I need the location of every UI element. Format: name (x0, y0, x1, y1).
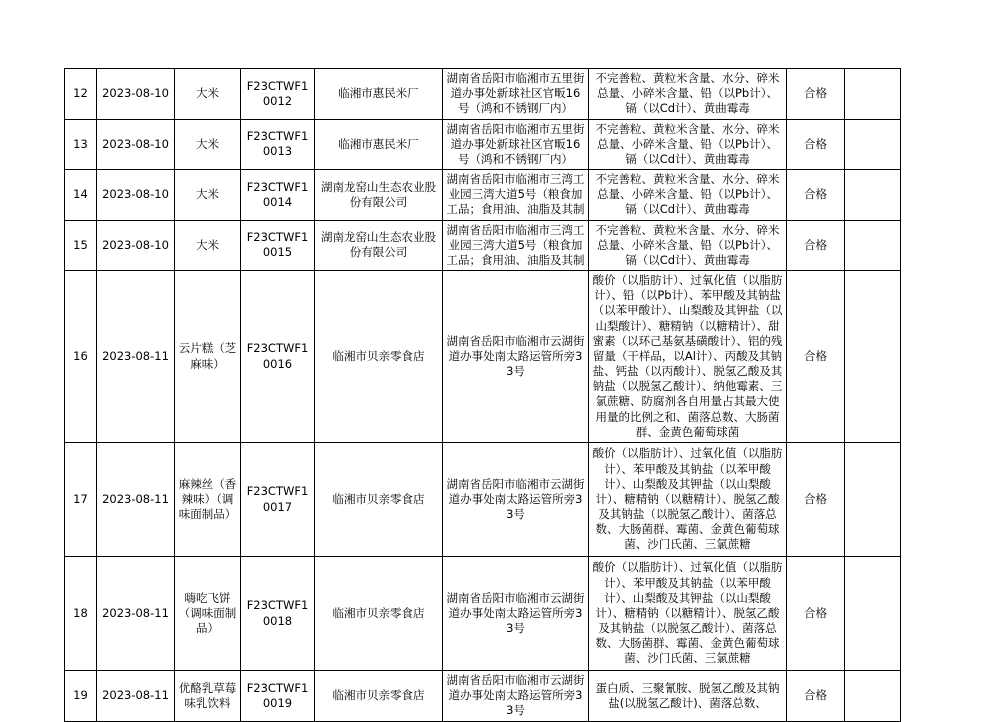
cell-no: 18 (65, 557, 97, 671)
cell-no: 17 (65, 443, 97, 557)
table-row (65, 443, 901, 557)
cell-food-name: 大米 (175, 119, 241, 170)
cell-sample-code: F23CTWF10018 (241, 557, 315, 671)
cell-result: 合格 (787, 557, 845, 671)
cell-food-name: 大米 (175, 170, 241, 221)
cell-test-items: 酸价（以脂肪计）、过氧化值（以脂肪计）、苯甲酸及其钠盐（以苯甲酸计）、山梨酸及其钾盐（以山梨酸计）、糖精钠（以糖精计）、脱氢乙酸及其钠盐（以脱氢乙酸计）、菌落总数、大肠菌群、霉菌、金黄色葡萄球菌、沙门氏菌、三氯蔗糖 (589, 557, 787, 671)
cell-test-items: 酸价（以脂肪计）、过氧化值（以脂肪计）、铅（以Pb计）、苯甲酸及其钠盐（以苯甲酸计）、山梨酸及其钾盐（以山梨酸计）、糖精钠（以糖精计）、甜蜜素（以环己基氨基磺酸计）、铝的残留量（干样品，以Al计）、丙酸及其钠盐、钙盐（以丙酸计）、脱氢乙酸及其钠盐（以脱氢乙酸计）、纳他霉素、三氯蔗糖、防腐剂各自用量占其最大使用量的比例之和、菌落总数、大肠菌群、金黄色葡萄球菌 (589, 271, 787, 443)
cell-result: 合格 (787, 671, 845, 722)
cell-firm: 湖南龙窑山生态农业股份有限公司 (315, 220, 443, 271)
cell-address: 湖南省岳阳市临湘市三湾工业园三湾大道5号（粮食加工品；食用油、油脂及其制 (443, 220, 589, 271)
cell-date: 2023-08-10 (97, 119, 175, 170)
cell-food-name: 大米 (175, 220, 241, 271)
cell-food-name: 优酪乳草莓味乳饮料 (175, 671, 241, 722)
cell-remark (845, 119, 901, 170)
cell-firm: 临湘市惠民米厂 (315, 119, 443, 170)
cell-date: 2023-08-10 (97, 170, 175, 221)
table-row (65, 170, 901, 221)
cell-food-name: 麻辣丝（香辣味）（调味面制品） (175, 443, 241, 557)
cell-food-name: 嗨吃飞饼（调味面制品） (175, 557, 241, 671)
cell-firm: 临湘市贝亲零食店 (315, 671, 443, 722)
cell-address: 湖南省岳阳市临湘市五里街道办事处新球社区官畈16号（鸿和不锈钢厂内） (443, 69, 589, 120)
cell-date: 2023-08-11 (97, 671, 175, 722)
cell-date: 2023-08-11 (97, 557, 175, 671)
inspection-results-table (64, 68, 901, 722)
cell-firm: 湖南龙窑山生态农业股份有限公司 (315, 170, 443, 221)
table-row (65, 69, 901, 120)
cell-food-name: 大米 (175, 69, 241, 120)
cell-firm: 临湘市惠民米厂 (315, 69, 443, 120)
cell-result: 合格 (787, 220, 845, 271)
cell-date: 2023-08-11 (97, 271, 175, 443)
cell-no: 19 (65, 671, 97, 722)
cell-no: 12 (65, 69, 97, 120)
cell-firm: 临湘市贝亲零食店 (315, 443, 443, 557)
table-row (65, 557, 901, 671)
cell-test-items: 不完善粒、黄粒米含量、水分、碎米总量、小碎米含量、铅（以Pb计）、镉（以Cd计）、黄曲霉毒 (589, 220, 787, 271)
cell-remark (845, 557, 901, 671)
table-row (65, 671, 901, 722)
cell-address: 湖南省岳阳市临湘市五里街道办事处新球社区官畈16号（鸿和不锈钢厂内） (443, 119, 589, 170)
cell-no: 15 (65, 220, 97, 271)
cell-test-items: 蛋白质、三聚氰胺、脱氢乙酸及其钠盐(以脱氢乙酸计)、菌落总数、 (589, 671, 787, 722)
cell-remark (845, 69, 901, 120)
cell-sample-code: F23CTWF10016 (241, 271, 315, 443)
cell-result: 合格 (787, 170, 845, 221)
cell-sample-code: F23CTWF10013 (241, 119, 315, 170)
cell-no: 16 (65, 271, 97, 443)
cell-address: 湖南省岳阳市临湘市云湖街道办事处南太路运管所旁33号 (443, 671, 589, 722)
cell-result: 合格 (787, 271, 845, 443)
table-row (65, 220, 901, 271)
cell-remark (845, 170, 901, 221)
cell-sample-code: F23CTWF10012 (241, 69, 315, 120)
cell-remark (845, 671, 901, 722)
cell-date: 2023-08-11 (97, 443, 175, 557)
cell-remark (845, 271, 901, 443)
cell-no: 13 (65, 119, 97, 170)
cell-result: 合格 (787, 443, 845, 557)
cell-firm: 临湘市贝亲零食店 (315, 557, 443, 671)
cell-address: 湖南省岳阳市临湘市云湖街道办事处南太路运管所旁33号 (443, 443, 589, 557)
cell-date: 2023-08-10 (97, 220, 175, 271)
cell-sample-code: F23CTWF10017 (241, 443, 315, 557)
cell-remark (845, 220, 901, 271)
cell-date: 2023-08-10 (97, 69, 175, 120)
cell-result: 合格 (787, 119, 845, 170)
cell-test-items: 不完善粒、黄粒米含量、水分、碎米总量、小碎米含量、铅（以Pb计）、镉（以Cd计）、黄曲霉毒 (589, 170, 787, 221)
table-row (65, 271, 901, 443)
cell-result: 合格 (787, 69, 845, 120)
cell-test-items: 不完善粒、黄粒米含量、水分、碎米总量、小碎米含量、铅（以Pb计）、镉（以Cd计）、黄曲霉毒 (589, 119, 787, 170)
cell-food-name: 云片糕（芝麻味） (175, 271, 241, 443)
cell-address: 湖南省岳阳市临湘市云湖街道办事处南太路运管所旁33号 (443, 271, 589, 443)
cell-firm: 临湘市贝亲零食店 (315, 271, 443, 443)
cell-sample-code: F23CTWF10014 (241, 170, 315, 221)
cell-address: 湖南省岳阳市临湘市三湾工业园三湾大道5号（粮食加工品；食用油、油脂及其制 (443, 170, 589, 221)
inspection-table-wrapper (64, 68, 900, 722)
cell-sample-code: F23CTWF10015 (241, 220, 315, 271)
cell-test-items: 酸价（以脂肪计）、过氧化值（以脂肪计）、苯甲酸及其钠盐（以苯甲酸计）、山梨酸及其钾盐（以山梨酸计）、糖精钠（以糖精计）、脱氢乙酸及其钠盐（以脱氢乙酸计）、菌落总数、大肠菌群、霉菌、金黄色葡萄球菌、沙门氏菌、三氯蔗糖 (589, 443, 787, 557)
cell-no: 14 (65, 170, 97, 221)
cell-remark (845, 443, 901, 557)
cell-sample-code: F23CTWF10019 (241, 671, 315, 722)
cell-test-items: 不完善粒、黄粒米含量、水分、碎米总量、小碎米含量、铅（以Pb计）、镉（以Cd计）、黄曲霉毒 (589, 69, 787, 120)
table-row (65, 119, 901, 170)
cell-address: 湖南省岳阳市临湘市云湖街道办事处南太路运管所旁33号 (443, 557, 589, 671)
